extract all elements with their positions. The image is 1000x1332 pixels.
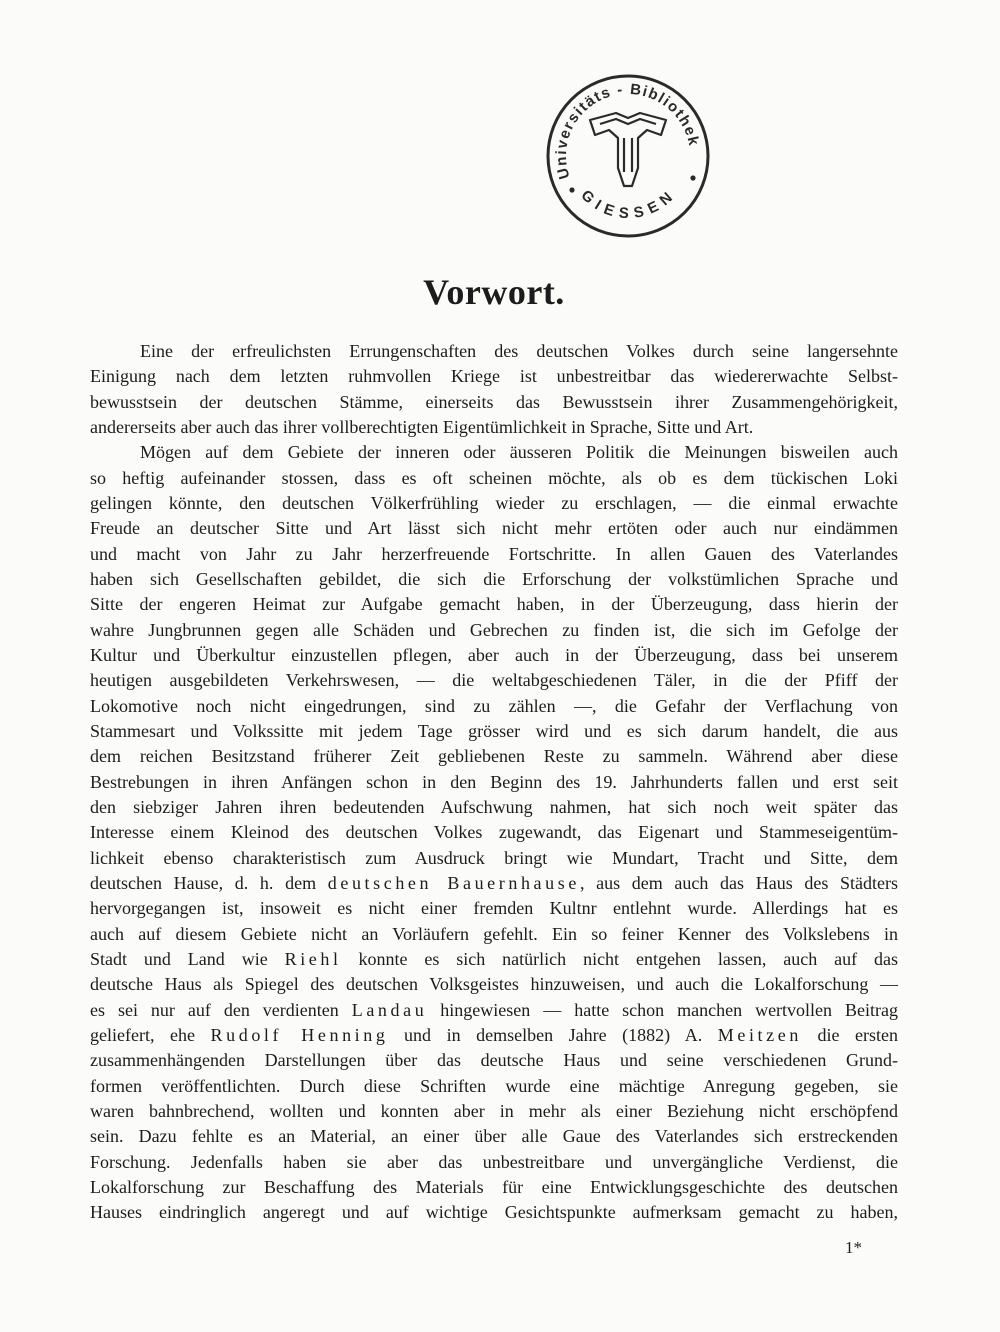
- text-line: heutigen ausgebildeten Verkehrswesen, — die weltabgeschiedenen Täler, in die der Pfiff der: [90, 670, 898, 691]
- text-line: Sitte der engeren Heimat zur Aufgabe gemacht haben, in der Überzeugung, dass hierin der: [90, 594, 898, 615]
- spaced-text-segment: Rudolf Henning: [210, 1024, 389, 1045]
- text-line: waren bahnbrechend, wollten und konnten aber in mehr als einer Beziehung nicht erschöpfend: [90, 1100, 898, 1121]
- spaced-text-segment: Meitzen: [717, 1024, 802, 1045]
- text-line: Kultur und Überkultur einzustellen pflegen, aber auch in der Überzeugung, dass bei unserem: [90, 644, 898, 665]
- text-segment: und in demselben Jahre (1882) A.: [388, 1024, 718, 1045]
- text-line: lichkeit ebenso charakteristisch zum Ausdruck bringt wie Mundart, Tracht und Sitte, dem: [90, 847, 898, 868]
- text-line: dem reichen Besitzstand früherer Zeit gebliebenen Reste zu sammeln. Während aber diese: [90, 746, 898, 767]
- text-line: auch auf diesem Gebiete nicht an Vorläufern gefehlt. Ein so feiner Kenner des Volkslebens in: [90, 923, 898, 944]
- body-text: [90, 339, 898, 1225]
- library-stamp: [540, 68, 716, 244]
- stamp-bottom-text: GIESSEN: [577, 186, 676, 223]
- stamp-top-text: Universitäts - Bibliothek: [552, 80, 702, 181]
- text-line: [90, 1023, 898, 1048]
- text-segment: deutschen Hause, d. h. dem: [90, 872, 328, 893]
- text-line: und macht von Jahr zu Jahr herzerfreuende Fortschritte. In allen Gauen des Vaterlandes: [90, 543, 898, 564]
- page-signature-mark: 1*: [845, 1238, 862, 1257]
- text-line: Interesse einem Kleinod des deutschen Volkes zugewandt, das Eigenart und Stammeseigentüm-: [90, 822, 898, 843]
- text-line: zusammenhängenden Darstellungen über das deutsche Haus und seine verschiedenen Grund-: [90, 1050, 898, 1071]
- stamp-dot-right: [690, 175, 695, 180]
- text-line: Forschung. Jedenfalls haben sie aber das unbestreitbare und unvergängliche Verdienst, die: [90, 1151, 898, 1172]
- spaced-text-segment: Landau: [351, 999, 428, 1020]
- text-line: bewusstsein der deutschen Stämme, einerseits das Bewusstsein ihrer Zusammengehörigkeit,: [90, 391, 898, 412]
- text-segment: hingewiesen — hatte schon manchen wertvollen Beitrag: [427, 999, 898, 1020]
- spaced-text-segment: Riehl: [284, 948, 342, 969]
- text-line: sein. Dazu fehlte es an Material, an einer über alle Gaue des Vaterlandes sich erstreckenden: [90, 1126, 898, 1147]
- text-line: [90, 947, 898, 972]
- text-line: den siebziger Jahren ihren bedeutenden Aufschwung nahmen, hat sich noch weit später das: [90, 796, 898, 817]
- text-segment: geliefert, ehe: [90, 1024, 211, 1045]
- text-line: Bestrebungen in ihren Anfängen schon in den Beginn des 19. Jahrhunderts fallen und erst seit: [90, 771, 898, 792]
- text-segment: es sei nur auf den verdienten: [90, 999, 352, 1020]
- text-segment: konnte es sich natürlich nicht entgehen lassen, auch auf das: [341, 948, 898, 969]
- text-segment: die ersten: [801, 1024, 898, 1045]
- text-line: so heftig aufeinander stossen, dass es oft scheinen möchte, als ob es dem tückischen Loki: [90, 467, 898, 488]
- paragraph: [90, 339, 898, 440]
- text-line: wahre Jungbrunnen gegen alle Schäden und Gebrechen zu finden ist, die sich im Gefolge der: [90, 619, 898, 640]
- text-line: [90, 998, 898, 1023]
- text-line: Mögen auf dem Gebiete der inneren oder äusseren Politik die Meinungen bisweilen auch: [140, 442, 898, 463]
- text-line: [90, 871, 898, 896]
- text-line: hervorgegangen ist, insoweit es nicht einer fremden Kultnr entlehnt wurde. Allerdings hat es: [90, 898, 898, 919]
- page-title: Vorwort.: [423, 272, 565, 312]
- text-line: Freude an deutscher Sitte und Art lässt sich nicht mehr ertöten oder auch nur eindämmen: [90, 518, 898, 539]
- text-line: Einigung nach dem letzten ruhmvollen Kriege ist unbestreitbar das wiedererwachte Selbst-: [90, 366, 898, 387]
- stamp-dot-left: [569, 187, 574, 192]
- text-line: formen veröffentlichten. Durch diese Schriften wurde eine mächtige Anregung gegeben, sie: [90, 1075, 898, 1096]
- paragraph: [90, 440, 898, 1225]
- text-line: Eine der erfreulichsten Errungenschaften des deutschen Volkes durch seine langersehnte: [140, 341, 898, 361]
- text-segment: Stadt und Land wie: [90, 948, 285, 969]
- spaced-text-segment: deutschen Bauernhause: [327, 872, 580, 893]
- text-line: deutsche Haus als Spiegel des deutschen Volksgeistes hinzuweisen, und auch die Lokalforschung —: [90, 974, 898, 995]
- text-line: Lokomotive noch nicht eingedrungen, sind zu zählen —, die Gefahr der Verflachung von: [90, 695, 898, 716]
- stamp-emblem-icon: [590, 113, 666, 186]
- text-line: andererseits aber auch das ihrer vollberechtigten Eigentümlichkeit in Sprache, Sitte und Art.: [90, 416, 754, 437]
- text-line: Lokalforschung zur Beschaffung des Materials für eine Entwicklungsgeschichte des deutschen: [90, 1176, 898, 1197]
- text-line: Stammesart und Volkssitte mit jedem Tage grösser wird und es sich darum handelt, die aus: [90, 720, 898, 741]
- text-segment: , aus dem auch das Haus des Städters: [579, 872, 898, 893]
- text-line: gelingen könnte, den deutschen Völkerfrühling wieder zu erschlagen, — die einmal erwachte: [90, 492, 898, 513]
- text-line: haben sich Gesellschaften gebildet, die sich die Erforschung der volkstümlichen Sprache und: [90, 568, 898, 589]
- text-line: Hauses eindringlich angeregt und auf wichtige Gesichtspunkte aufmerksam gemacht zu haben,: [90, 1202, 898, 1223]
